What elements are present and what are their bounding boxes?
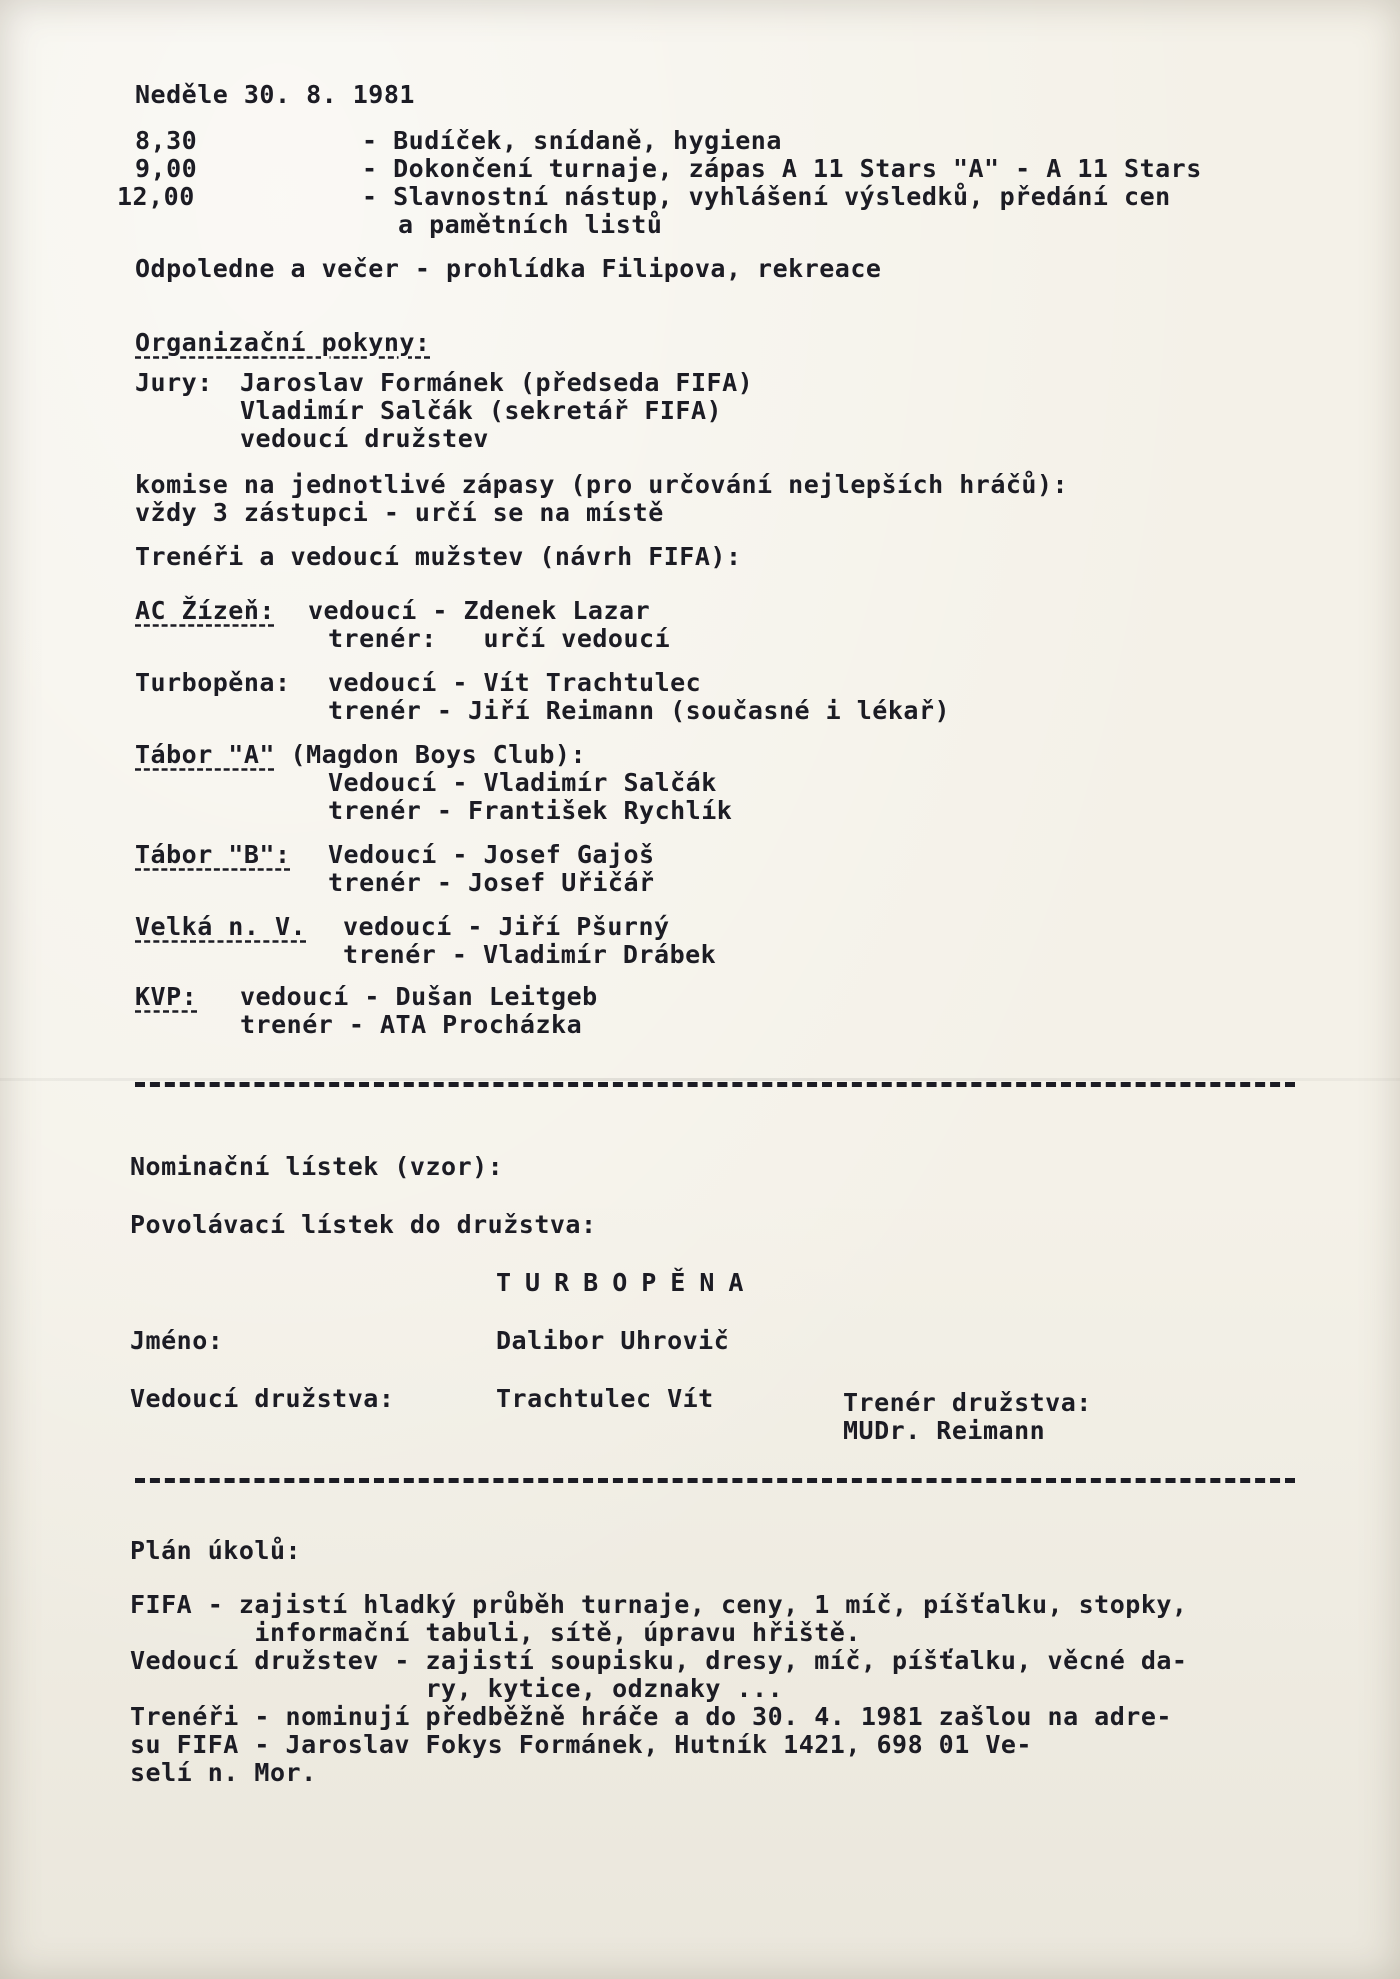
name-label: Jméno: — [130, 1326, 224, 1355]
task-line: ry, kytice, odznaky ... — [130, 1674, 784, 1703]
team-line: vedoucí - Zdenek Lazar — [308, 596, 651, 625]
team-name: Tábor "A" — [135, 740, 275, 769]
leader-value: Trachtulec Vít — [496, 1384, 714, 1413]
schedule-date: Neděle 30. 8. 1981 — [135, 80, 415, 109]
org-heading: Organizační pokyny: — [135, 328, 431, 357]
schedule-text: - Dokončení turnaje, zápas A 11 Stars "A" - A 11 Stars — [362, 154, 1202, 183]
team-line: Vedoucí - Vladimír Salčák — [328, 768, 717, 797]
team-name: AC Žízeň: — [135, 596, 275, 625]
task-line: FIFA - zajistí hladký průběh turnaje, ceny, 1 míč, píšťalku, stopky, — [130, 1590, 1188, 1619]
team-name: Tábor "B": — [135, 840, 291, 869]
task-line: su FIFA - Jaroslav Fokys Formánek, Hutník 1421, 698 01 Ve- — [130, 1730, 1032, 1759]
schedule-afternoon: Odpoledne a večer - prohlídka Filipova, rekreace — [135, 254, 882, 283]
schedule-text: - Slavnostní nástup, vyhlášení výsledků, předání cen — [362, 182, 1171, 211]
team-name-wrap — [135, 740, 586, 770]
task-line: Trenéři - nominují předběžně hráče a do 30. 4. 1981 zašlou na adre- — [130, 1702, 1172, 1731]
schedule-time: 9,00 — [135, 154, 198, 183]
schedule-text: a pamětních listů — [398, 210, 663, 239]
team-line: trenér - Jiří Reimann (současné i lékař) — [328, 696, 951, 725]
team-line: Vedoucí - Josef Gajoš — [328, 840, 655, 869]
leader-label: Vedoucí družstva: — [130, 1384, 395, 1413]
nomination-call: Povolávací lístek do družstva: — [130, 1210, 597, 1239]
task-line: Vedoucí družstev - zajistí soupisku, dresy, míč, píšťalku, věcné da- — [130, 1646, 1188, 1675]
commission-line: vždy 3 zástupci - určí se na místě — [135, 498, 664, 527]
coach-label: Trenér družstva: — [843, 1388, 1092, 1417]
nomination-team: TURBOPĚNA — [496, 1268, 758, 1297]
team-suffix: (Magdon Boys Club): — [274, 740, 586, 769]
team-line: trenér: určí vedoucí — [328, 624, 671, 653]
coach-value: MUDr. Reimann — [843, 1416, 1046, 1445]
jury-label: Jury: — [135, 368, 213, 397]
team-line: trenér - ATA Procházka — [240, 1010, 583, 1039]
jury-member: vedoucí družstev — [240, 424, 489, 453]
nomination-title: Nominační lístek (vzor): — [130, 1152, 504, 1181]
schedule-time: 8,30 — [135, 126, 198, 155]
paper-fold — [0, 1078, 1400, 1081]
tasks-heading: Plán úkolů: — [130, 1536, 302, 1565]
team-name: KVP: — [135, 982, 198, 1011]
team-line: trenér - Josef Uřičář — [328, 868, 655, 897]
commission-line: komise na jednotlivé zápasy (pro určování nejlepších hráčů): — [135, 470, 1069, 499]
team-line: vedoucí - Jiří Pšurný — [343, 912, 670, 941]
team-name: Velká n. V. — [135, 912, 307, 941]
team-name: Turbopěna: — [135, 668, 291, 697]
schedule-text: - Budíček, snídaně, hygiena — [362, 126, 782, 155]
team-line: vedoucí - Dušan Leitgeb — [240, 982, 598, 1011]
jury-member: Jaroslav Formánek (předseda FIFA) — [240, 368, 754, 397]
dashed-divider — [135, 1082, 1295, 1087]
dashed-divider — [135, 1478, 1295, 1483]
task-line: informační tabuli, sítě, úpravu hřiště. — [130, 1618, 861, 1647]
task-line: selí n. Mor. — [130, 1758, 317, 1787]
name-value: Dalibor Uhrovič — [496, 1326, 730, 1355]
team-line: trenér - František Rychlík — [328, 796, 733, 825]
coaches-heading: Trenéři a vedoucí mužstev (návrh FIFA): — [135, 542, 742, 571]
schedule-time: 12,00 — [117, 182, 195, 211]
jury-member: Vladimír Salčák (sekretář FIFA) — [240, 396, 723, 425]
team-line: trenér - Vladimír Drábek — [343, 940, 717, 969]
team-line: vedoucí - Vít Trachtulec — [328, 668, 702, 697]
